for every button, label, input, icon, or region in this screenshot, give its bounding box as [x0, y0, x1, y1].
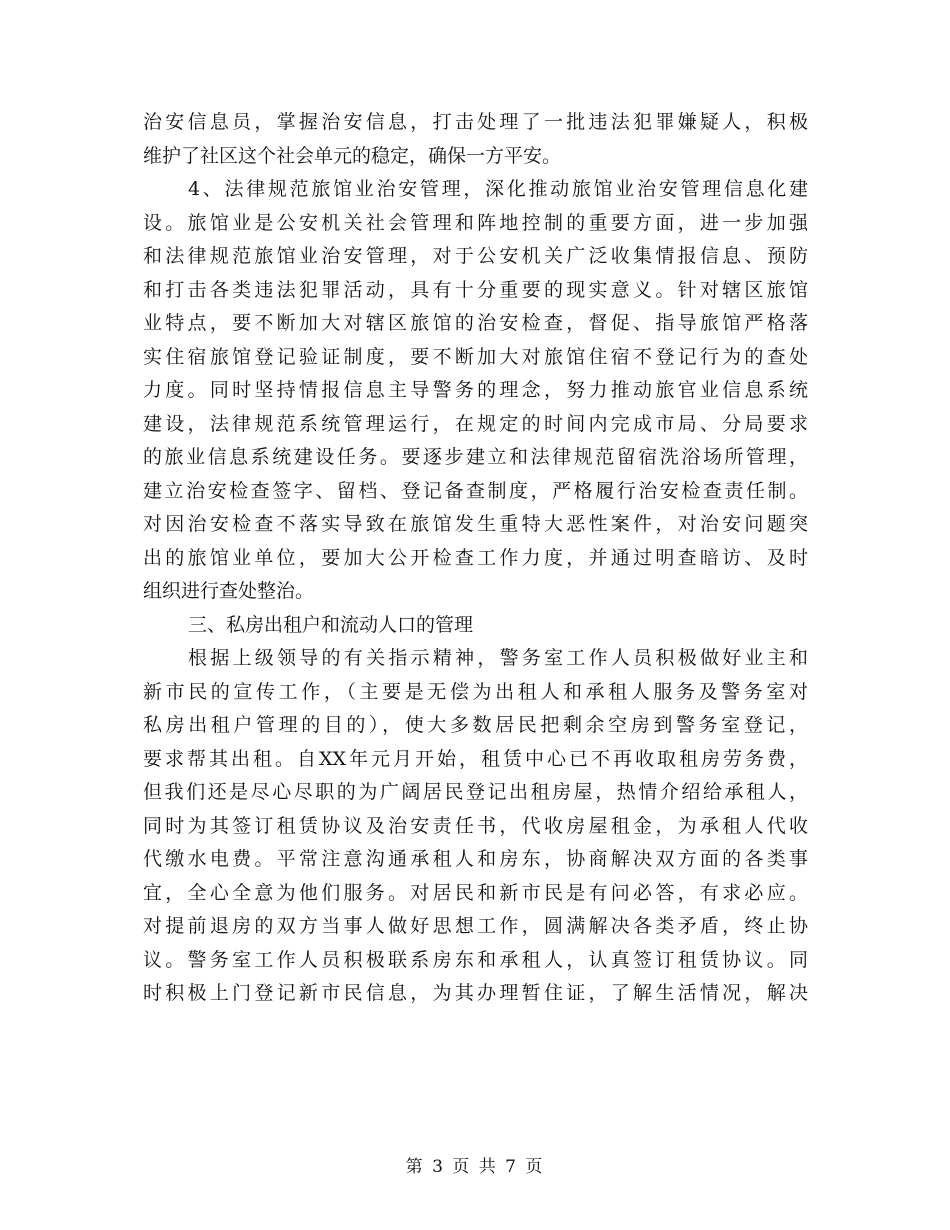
- text-line: 对提前退房的双方当事人做好思想工作，圆满解决各类矛盾，终止协: [143, 915, 808, 937]
- text-line: 维护了社区这个社会单元的稳定，确保一方平安。: [143, 144, 562, 167]
- text-line: 但我们还是尽心尽职的为广阔居民登记出租房屋，热情介绍给承租人，: [143, 781, 808, 803]
- text-line: 议。警务室工作人员积极联系房东和承租人，认真签订租赁协议。同: [143, 948, 808, 971]
- text-line: 代缴水电费。平常注意沟通承租人和房东，协商解决双方面的各类事: [143, 848, 808, 870]
- text-line: 私房出租户管理的目的），使大多数居民把剩余空房到警务室登记，: [143, 714, 808, 736]
- text-line: 出的旅馆业单位，要加大公开检查工作力度，并通过明查暗访、及时: [143, 546, 808, 569]
- text-line: 力度。同时坚持情报信息主导警务的理念，努力推动旅官业信息系统: [143, 379, 808, 401]
- text-line: 建设，法律规范系统管理运行，在规定的时间内完成市局、分局要求: [143, 412, 808, 435]
- text-line: 时积极上门登记新市民信息，为其办理暂住证，了解生活情况，解决: [143, 982, 808, 1004]
- text-line: 和打击各类违法犯罪活动，具有十分重要的现实意义。针对辖区旅馆: [143, 278, 808, 301]
- text-line: 三、私房出租户和流动人口的管理: [188, 613, 474, 636]
- text-line: 设。旅馆业是公安机关社会管理和阵地控制的重要方面，进一步加强: [143, 211, 808, 234]
- text-line: 建立治安检查签字、留档、登记备查制度，严格履行治安检查责任制。: [143, 479, 808, 502]
- text-line: 组织进行查处整治。: [143, 580, 315, 602]
- body-text: [143, 106, 808, 1011]
- text-line: 要求帮其出租。自XX年元月开始，租赁中心已不再收取租房劳务费，: [143, 747, 808, 770]
- text-line: 同时为其签订租赁协议及治安责任书，代收房屋租金，为承租人代收: [143, 814, 808, 837]
- text-line: 和法律规范旅馆业治安管理，对于公安机关广泛收集情报信息、预防: [143, 245, 808, 267]
- page-number-footer: 第 3 页 共 7 页: [405, 1157, 545, 1177]
- text-line: 治安信息员，掌握治安信息，打击处理了一批违法犯罪嫌疑人，积极: [143, 111, 808, 133]
- text-line: 4、法律规范旅馆业治安管理，深化推动旅馆业治安管理信息化建: [188, 178, 808, 200]
- text-line: 对因治安检查不落实导致在旅馆发生重特大恶性案件，对治安问题突: [143, 513, 808, 535]
- text-line: 业特点，要不断加大对辖区旅馆的治安检查，督促、指导旅馆严格落: [143, 312, 808, 334]
- text-line: 的旅业信息系统建设任务。要逐步建立和法律规范留宿洗浴场所管理，: [143, 446, 808, 468]
- text-line: 实住宿旅馆登记验证制度，要不断加大对旅馆住宿不登记行为的查处: [143, 345, 808, 368]
- text-line: 根据上级领导的有关指示精神，警务室工作人员积极做好业主和: [188, 647, 808, 669]
- text-line: 宜，全心全意为他们服务。对居民和新市民是有问必答，有求必应。: [143, 881, 808, 904]
- text-line: 新市民的宣传工作，（主要是无偿为出租人和承租人服务及警务室对: [143, 680, 808, 703]
